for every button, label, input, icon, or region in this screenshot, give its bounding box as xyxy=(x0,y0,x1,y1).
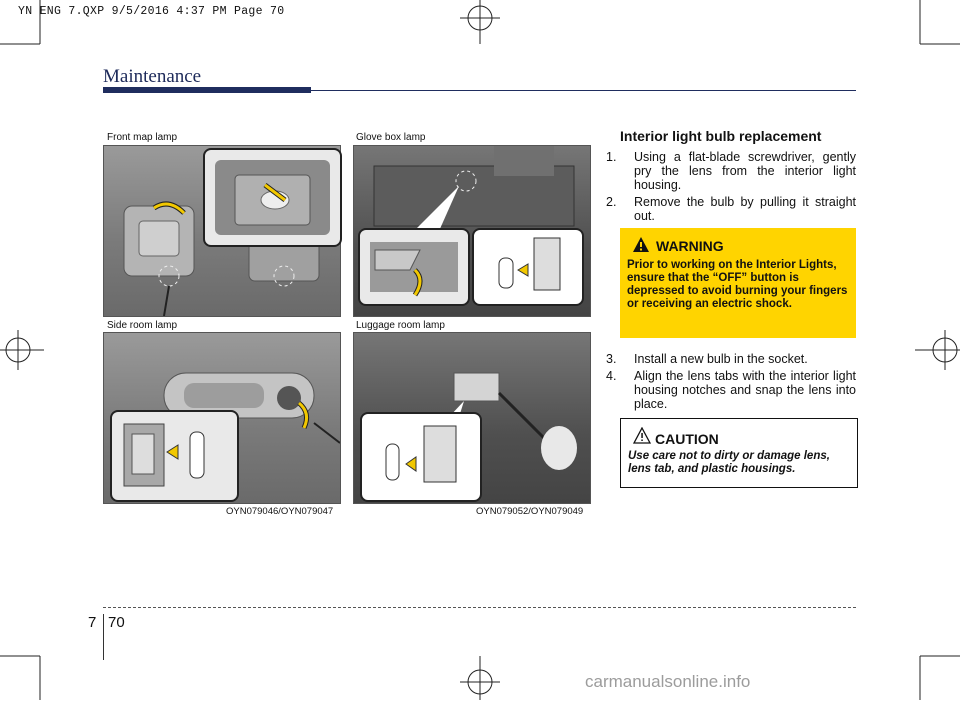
step-4 xyxy=(606,369,856,411)
step-3 xyxy=(606,352,856,366)
step-text: Using a flat-blade screwdriver, gently pry the lens from the interior light housing. xyxy=(634,150,856,192)
section-heading: Interior light bulb replacement xyxy=(620,128,822,144)
figure-code-left: OYN079046/OYN079047 xyxy=(226,506,334,517)
watermark: carmanualsonline.info xyxy=(585,672,751,691)
caution-title: CAUTION xyxy=(655,431,719,447)
footer-divider xyxy=(103,614,104,660)
side-lamp-bulb-detail xyxy=(112,412,237,500)
registration-mark-bottom xyxy=(450,652,510,712)
luggage-room-lamp-label: Luggage room lamp xyxy=(356,320,445,331)
caution-triangle-icon xyxy=(633,427,651,445)
side-room-lamp-label: Side room lamp xyxy=(107,320,178,331)
front-map-lamp-inset xyxy=(203,148,342,247)
step-2 xyxy=(606,195,856,223)
luggage-room-lamp-inset xyxy=(360,412,482,502)
page-number: 70 xyxy=(108,614,125,631)
luggage-bulb-detail xyxy=(362,414,480,500)
registration-mark-left xyxy=(0,320,60,380)
glove-box-lamp-inset-bulb xyxy=(472,228,584,306)
footer-rule xyxy=(103,607,856,608)
chapter-number: 7 xyxy=(88,614,97,631)
section-rule xyxy=(311,90,856,91)
step-number: 3. xyxy=(606,352,617,366)
registration-mark-top xyxy=(450,0,510,60)
step-1 xyxy=(606,150,856,192)
warning-triangle-icon xyxy=(632,236,650,254)
print-header: YN ENG 7.QXP 9/5/2016 4:37 PM Page 70 xyxy=(18,5,285,18)
bulb-socket-detail xyxy=(205,150,340,245)
step-text: Remove the bulb by pulling it straight out. xyxy=(634,195,856,223)
warning-title: WARNING xyxy=(656,238,724,254)
section-title: Maintenance xyxy=(103,66,202,87)
caution-body: Use care not to dirty or damage lens, lens tab, and plastic housings. xyxy=(628,450,830,475)
festoon-bulb-detail xyxy=(474,230,582,304)
section-rule-accent xyxy=(103,87,311,93)
figure-code-right: OYN079052/OYN079049 xyxy=(476,506,584,517)
front-map-lamp-label: Front map lamp xyxy=(107,132,178,143)
glove-box-lamp-inset-housing xyxy=(358,228,470,306)
step-number: 1. xyxy=(606,150,617,164)
step-text: Align the lens tabs with the interior light housing notches and snap the lens into place. xyxy=(634,369,856,411)
glove-box-lamp-label: Glove box lamp xyxy=(356,132,426,143)
side-room-lamp-inset xyxy=(110,410,239,502)
step-text: Install a new bulb in the socket. xyxy=(634,352,808,366)
step-number: 2. xyxy=(606,195,617,209)
step-number: 4. xyxy=(606,369,617,383)
warning-box xyxy=(620,228,856,338)
lens-housing-detail xyxy=(360,230,468,304)
registration-mark-right xyxy=(915,320,960,380)
warning-body: Prior to working on the Interior Lights, ensure that the “OFF” button is depressed to avoid burning your fingers or receiving an electric shock. xyxy=(627,259,848,310)
caution-box xyxy=(620,418,858,488)
